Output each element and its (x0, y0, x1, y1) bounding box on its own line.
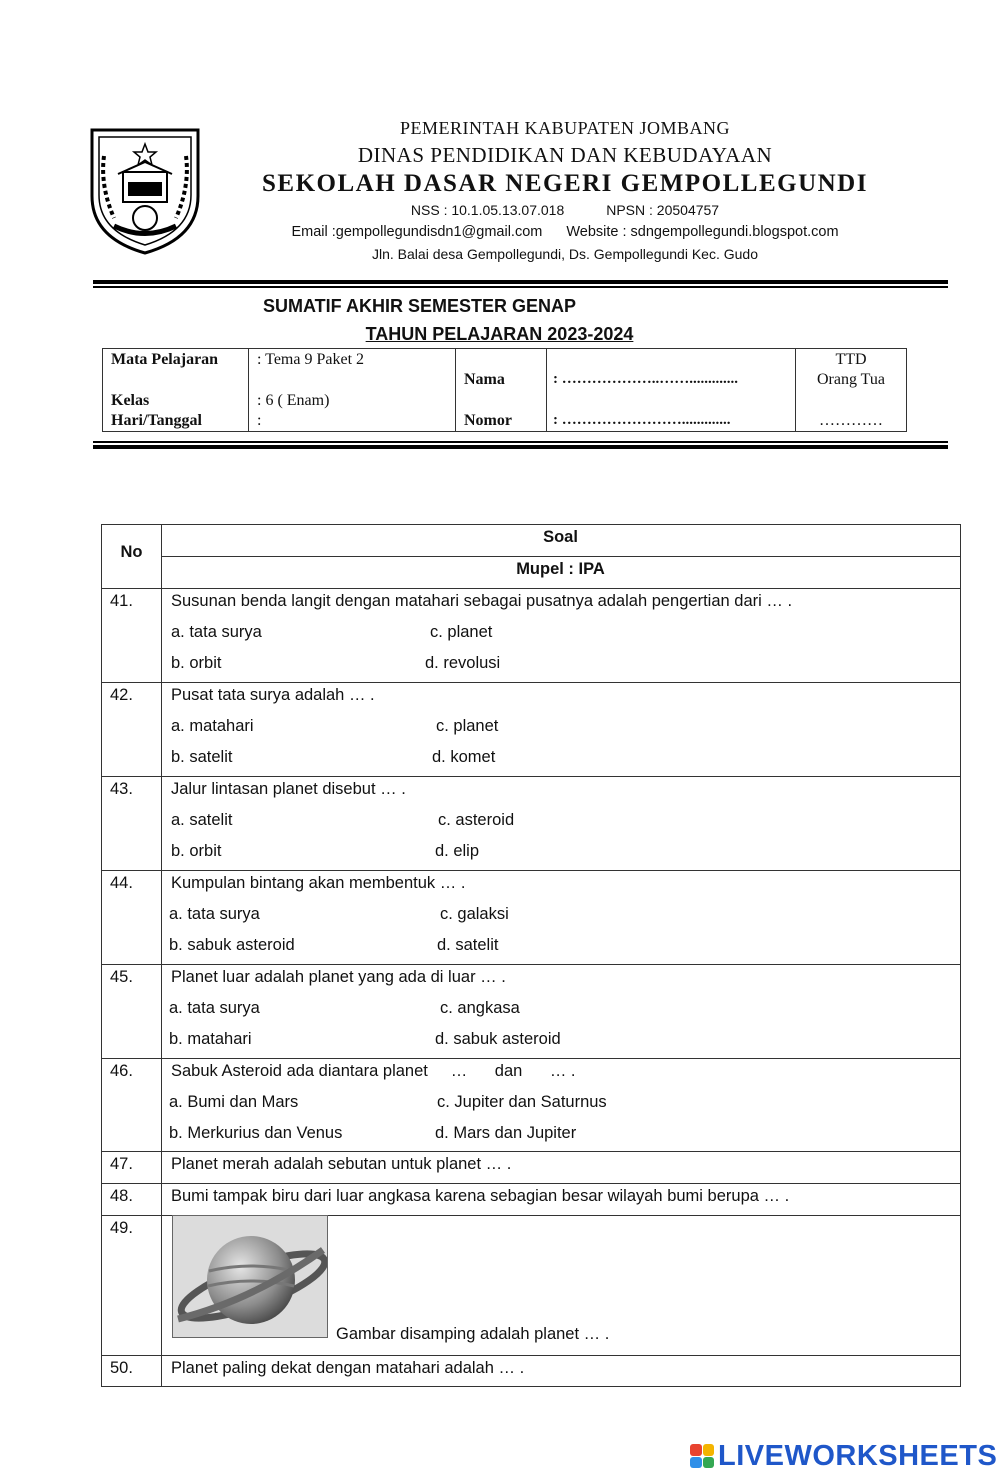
option-d: d. elip (435, 842, 480, 860)
question-text: Gambar disamping adalah planet … . (336, 1325, 610, 1343)
government-name: PEMERINTAH KABUPATEN JOMBANG (400, 118, 730, 138)
day-date-value[interactable]: : (257, 412, 262, 429)
option-b: b. orbit (171, 654, 222, 672)
question-number: 45. (110, 968, 133, 986)
school-name: SEKOLAH DASAR NEGERI GEMPOLLEGUNDI (262, 170, 868, 197)
option-d: d. Mars dan Jupiter (435, 1124, 577, 1142)
option-a: a. tata surya (169, 999, 260, 1017)
question-text: Kumpulan bintang akan membentuk … . (171, 874, 466, 892)
option-b: b. sabuk asteroid (169, 936, 295, 954)
signature-field[interactable]: ………… (819, 412, 883, 429)
option-c: c. planet (430, 623, 493, 641)
question-number: 47. (110, 1155, 133, 1173)
question-text: Jalur lintasan planet disebut … . (171, 780, 406, 798)
question-number: 41. (110, 592, 133, 610)
question-number: 44. (110, 874, 133, 892)
option-a: a. tata surya (169, 905, 260, 923)
question-text: Planet merah adalah sebutan untuk planet … . (171, 1155, 512, 1173)
option-d: d. sabuk asteroid (435, 1030, 561, 1048)
letterhead-divider (93, 280, 948, 284)
question-number: 49. (110, 1219, 133, 1237)
liveworksheets-logo-icon (690, 1444, 714, 1468)
brand-name: LIVEWORKSHEETS (718, 1439, 998, 1472)
column-header-no: No (120, 543, 143, 561)
number-label: Nomor (464, 412, 512, 429)
question-text: Planet paling dekat dengan matahari adalah … . (171, 1359, 525, 1377)
subject-header: Mupel : IPA (516, 560, 605, 578)
name-field[interactable]: : ………………..……............. (553, 371, 738, 387)
option-a: a. Bumi dan Mars (169, 1093, 299, 1111)
question-number: 42. (110, 686, 133, 704)
question-number: 48. (110, 1187, 133, 1205)
option-d: d. revolusi (425, 654, 501, 672)
npsn-number: NPSN : 20504757 (606, 202, 720, 218)
question-text: Susunan benda langit dengan matahari sebagai pusatnya adalah pengertian dari … . (171, 592, 793, 610)
nss-number: NSS : 10.1.05.13.07.018 (410, 202, 565, 218)
exam-year: TAHUN PELAJARAN 2023-2024 (365, 324, 634, 344)
option-b: b. matahari (169, 1030, 252, 1048)
question-number: 46. (110, 1062, 133, 1080)
question-text: Pusat tata surya adalah … . (171, 686, 375, 704)
subject-value: : Tema 9 Paket 2 (257, 351, 365, 368)
question-text: Planet luar adalah planet yang ada di luar … . (171, 968, 506, 986)
exam-title: SUMATIF AKHIR SEMESTER GENAP (262, 296, 576, 316)
option-a: a. tata surya (171, 623, 262, 641)
letterhead-divider-thin (93, 286, 948, 288)
number-field[interactable]: : ……………………............. (553, 412, 731, 428)
option-a: a. satelit (171, 811, 233, 829)
parent-label: Orang Tua (816, 371, 885, 388)
option-d: d. komet (432, 748, 496, 766)
question-number: 43. (110, 780, 133, 798)
subject-label: Mata Pelajaran (111, 351, 219, 368)
liveworksheets-brand (690, 1438, 997, 1474)
class-label: Kelas (111, 392, 150, 409)
name-label: Nama (464, 371, 505, 388)
option-c: c. galaksi (440, 905, 509, 923)
school-email: Email :gempollegundisdn1@gmail.com (291, 224, 543, 240)
school-website: Website : sdngempollegundi.blogspot.com (566, 224, 839, 240)
student-identity-table (102, 348, 907, 432)
class-value: : 6 ( Enam) (257, 392, 330, 409)
option-c: c. Jupiter dan Saturnus (437, 1093, 607, 1111)
identity-divider (93, 445, 948, 449)
option-b: b. Merkurius dan Venus (169, 1124, 343, 1142)
option-c: c. planet (436, 717, 499, 735)
department-name: DINAS PENDIDIKAN DAN KEBUDAYAAN (357, 143, 773, 167)
option-c: c. angkasa (440, 999, 520, 1017)
option-a: a. matahari (171, 717, 254, 735)
saturn-planet-image (172, 1215, 328, 1338)
question-table (101, 524, 961, 1387)
school-ids (240, 202, 890, 218)
question-text: Sabuk Asteroid ada diantara planet … dan … . (171, 1062, 576, 1080)
identity-divider-thin (93, 441, 948, 443)
regency-emblem-logo (88, 126, 202, 256)
option-b: b. orbit (171, 842, 222, 860)
school-address: Jln. Balai desa Gempollegundi, Ds. Gempollegundi Kec. Gudo (372, 246, 758, 262)
question-number: 50. (110, 1359, 133, 1377)
school-contacts (240, 224, 890, 240)
ttd-label: TTD (835, 351, 867, 368)
day-date-label: Hari/Tanggal (111, 412, 202, 429)
option-c: c. asteroid (438, 811, 515, 829)
column-header-soal: Soal (543, 528, 578, 546)
option-b: b. satelit (171, 748, 233, 766)
question-text: Bumi tampak biru dari luar angkasa karena sebagian besar wilayah bumi berupa … . (171, 1187, 790, 1205)
option-d: d. satelit (437, 936, 499, 954)
